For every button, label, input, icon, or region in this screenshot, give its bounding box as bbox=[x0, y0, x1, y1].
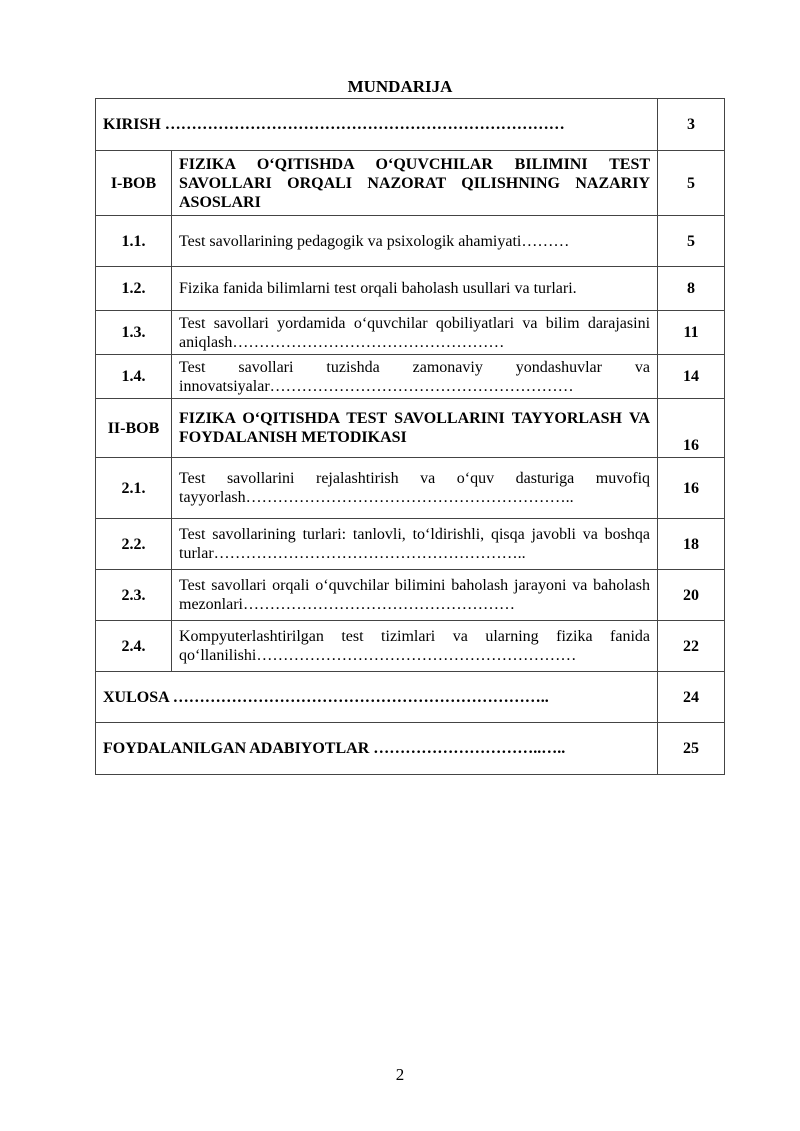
toc-page-number: 16 bbox=[658, 458, 725, 519]
toc-page-number: 16 bbox=[658, 399, 725, 458]
page-title: MUNDARIJA bbox=[347, 77, 453, 96]
toc-section-title: Test savollari orqali o‘quvchilar bilimini baholash jarayoni va baholash mezonlari…………………………………………… bbox=[172, 570, 658, 621]
page-number: 2 bbox=[395, 1065, 405, 1084]
toc-page-number: 5 bbox=[658, 216, 725, 267]
toc-section-number: 1.3. bbox=[96, 311, 172, 355]
toc-entry-label: XULOSA …………………………………………………………….. bbox=[96, 672, 658, 723]
toc-row-chapter-1[interactable] bbox=[96, 151, 725, 216]
toc-entry-label: FOYDALANILGAN ADABIYOTLAR …………………………..….. bbox=[96, 723, 658, 775]
toc-entry-label: KIRISH ………………………………………………………………… bbox=[96, 99, 658, 151]
toc-row-section-2-4[interactable] bbox=[96, 621, 725, 672]
toc-chapter-title: FIZIKA O‘QITISHDA TEST SAVOLLARINI TAYYORLASH VA FOYDALANISH METODIKASI bbox=[172, 399, 658, 458]
toc-chapter-title: FIZIKA O‘QITISHDA O‘QUVCHILAR BILIMINI TEST SAVOLLARI ORQALI NAZORAT QILISHNING NAZARIY ASOSLARI bbox=[172, 151, 658, 216]
toc-section-number: 2.3. bbox=[96, 570, 172, 621]
toc-section-number: 1.1. bbox=[96, 216, 172, 267]
toc-section-title: Test savollari yordamida o‘quvchilar qobiliyatlari va bilim darajasini aniqlash…………………………………………… bbox=[172, 311, 658, 355]
toc-row-section-2-3[interactable] bbox=[96, 570, 725, 621]
toc-row-section-1-3[interactable] bbox=[96, 311, 725, 355]
toc-row-section-1-1[interactable] bbox=[96, 216, 725, 267]
toc-row-adabiyotlar[interactable] bbox=[96, 723, 725, 775]
toc-section-title: Test savollarini rejalashtirish va o‘quv dasturiga muvofiq tayyorlash…………………………………………………….. bbox=[172, 458, 658, 519]
toc-section-number: 2.4. bbox=[96, 621, 172, 672]
toc-row-section-2-2[interactable] bbox=[96, 519, 725, 570]
toc-chapter-number: I-BOB bbox=[96, 151, 172, 216]
toc-section-number: 1.4. bbox=[96, 355, 172, 399]
toc-chapter-number: II-BOB bbox=[96, 399, 172, 458]
toc-section-number: 2.1. bbox=[96, 458, 172, 519]
toc-page-number: 8 bbox=[658, 267, 725, 311]
toc-page-number: 20 bbox=[658, 570, 725, 621]
toc-section-title: Test savollarining pedagogik va psixologik ahamiyati……… bbox=[172, 216, 658, 267]
table-of-contents bbox=[95, 98, 725, 775]
toc-page-number: 5 bbox=[658, 151, 725, 216]
toc-section-title: Kompyuterlashtirilgan test tizimlari va ularning fizika fanida qo‘llanilishi…………………………………………………… bbox=[172, 621, 658, 672]
toc-section-number: 1.2. bbox=[96, 267, 172, 311]
toc-page-number: 18 bbox=[658, 519, 725, 570]
toc-section-number: 2.2. bbox=[96, 519, 172, 570]
toc-row-section-2-1[interactable] bbox=[96, 458, 725, 519]
toc-page-number: 11 bbox=[658, 311, 725, 355]
toc-section-title: Fizika fanida bilimlarni test orqali baholash usullari va turlari. bbox=[172, 267, 658, 311]
toc-row-xulosa[interactable] bbox=[96, 672, 725, 723]
toc-page-number: 3 bbox=[658, 99, 725, 151]
toc-row-section-1-2[interactable] bbox=[96, 267, 725, 311]
toc-row-section-1-4[interactable] bbox=[96, 355, 725, 399]
toc-row-kirish[interactable] bbox=[96, 99, 725, 151]
toc-page-number: 24 bbox=[658, 672, 725, 723]
toc-section-title: Test savollarining turlari: tanlovli, to‘ldirishli, qisqa javobli va boshqa turlar………………………………………………….. bbox=[172, 519, 658, 570]
toc-row-chapter-2[interactable] bbox=[96, 399, 725, 458]
toc-section-title: Test savollari tuzishda zamonaviy yondashuvlar va innovatsiyalar………………………………………………… bbox=[172, 355, 658, 399]
toc-page-number: 22 bbox=[658, 621, 725, 672]
toc-page-number: 14 bbox=[658, 355, 725, 399]
toc-page-number: 25 bbox=[658, 723, 725, 775]
